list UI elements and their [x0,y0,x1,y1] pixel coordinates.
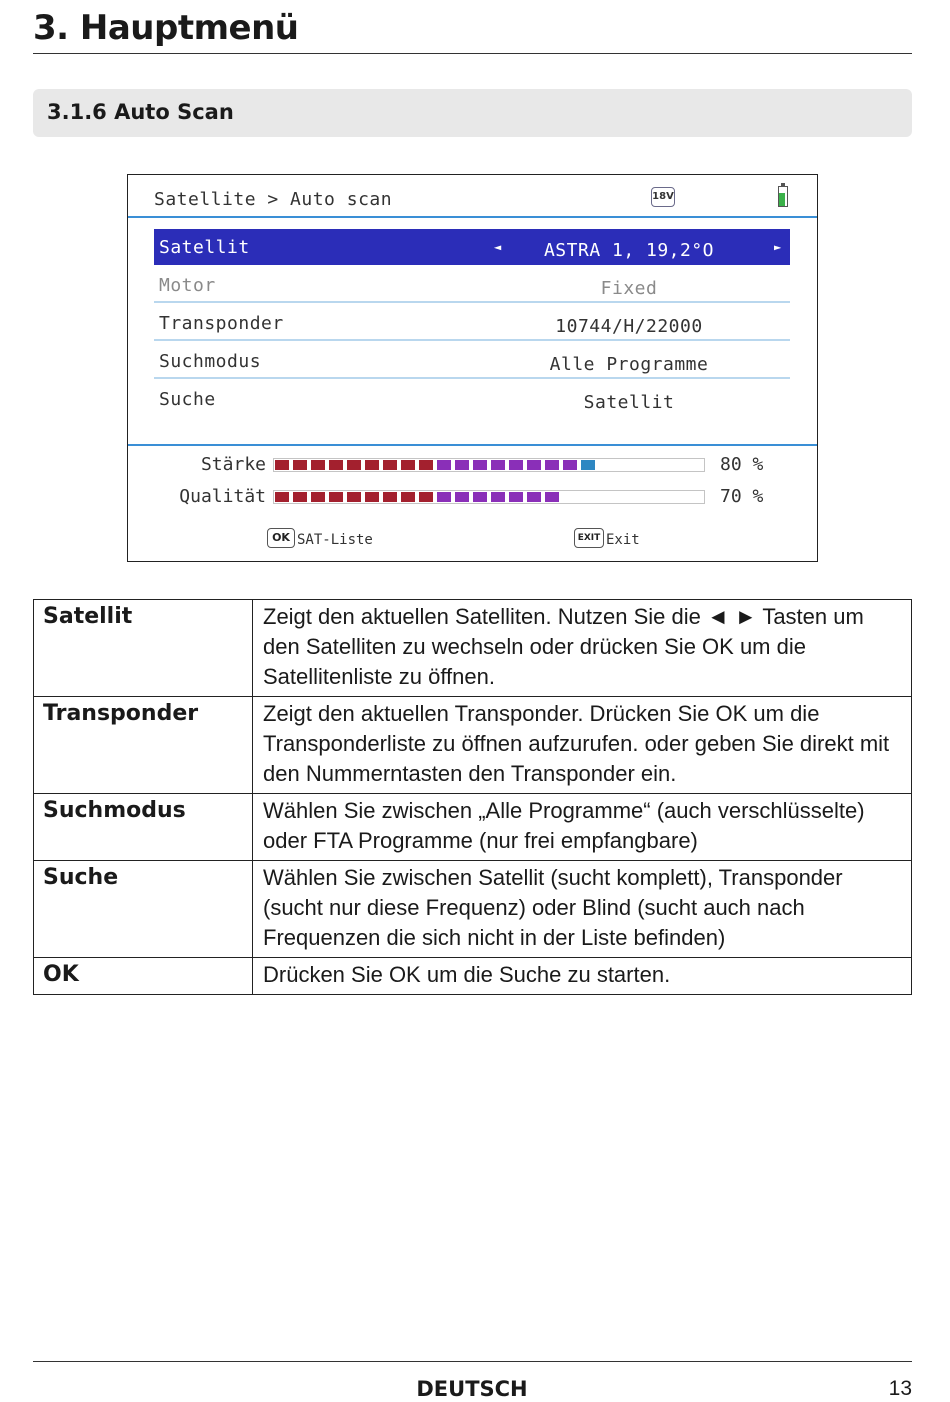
meter-segment [563,460,577,470]
meter-segment [419,492,433,502]
meter-segment [275,460,289,470]
section-title: 3.1.6 Auto Scan [47,100,234,124]
term: Suche [34,861,253,958]
meter-segment [455,460,469,470]
menu-row-suchmodus[interactable] [154,343,790,379]
meter-segment [383,492,397,502]
meter-segment [293,492,307,502]
meter-segment [329,492,343,502]
meter-segment [311,492,325,502]
definition: Drücken Sie OK um die Suche zu starten. [253,958,912,995]
definition: Wählen Sie zwischen Satellit (sucht komplett), Transponder (sucht nur diese Frequenz) oder Blind (sucht auch nach Frequenzen die sich nicht in der Liste befinden) [253,861,912,958]
ok-key-icon: OK [267,528,295,548]
meter-segment [401,460,415,470]
meter-segment [365,460,379,470]
menu-value: Alle Programme [549,354,709,375]
table-row [34,600,912,697]
meter-segment [347,460,361,470]
menu-value: ASTRA 1, 19,2°O [543,240,715,261]
term: Suchmodus [34,794,253,861]
lnb-voltage-badge: 18V [651,187,675,207]
battery-icon [778,183,788,207]
screen-title: Satellite > Auto scan [154,189,393,210]
definition: Wählen Sie zwischen „Alle Programme“ (auch verschlüsselte) oder FTA Programme (nur frei empfangbare) [253,794,912,861]
meter-segment [509,492,523,502]
table-row [34,794,912,861]
meter-segment [419,460,433,470]
meter-segment [581,460,595,470]
definition: Zeigt den aktuellen Transponder. Drücken Sie OK um die Transponderliste zu öffnen aufzurufen. oder geben Sie direkt mit den Nummerntasten den Transponder ein. [253,697,912,794]
strength-label: Stärke [200,454,266,475]
meter-segment [401,492,415,502]
menu-label: Suchmodus [159,351,262,372]
description-table [33,599,912,995]
footer-divider [33,1361,912,1362]
meter-segment [473,460,487,470]
arrow-left-icon[interactable]: ◄ [494,240,502,254]
quality-value: 70 % [720,486,764,507]
receiver-screen [127,174,818,562]
header-divider [128,216,817,218]
exit-key-icon: EXIT [574,528,604,548]
meter-segment [527,492,541,502]
menu-value: 10744/H/22000 [555,316,703,337]
meter-segment [473,492,487,502]
term: OK [34,958,253,995]
menu-label: Suche [159,389,216,410]
meter-segment [329,460,343,470]
definition: Zeigt den aktuellen Satelliten. Nutzen Sie die ◄ ► Tasten um den Satelliten zu wechseln oder drücken Sie OK um die Satellitenliste zu öffnen. [253,600,912,697]
table-row [34,958,912,995]
menu-row-transponder[interactable] [154,305,790,341]
menu-value: Fixed [600,278,658,299]
strength-value: 80 % [720,454,764,475]
meter-segment [491,492,505,502]
meter-segment [455,492,469,502]
section-header [33,89,912,137]
table-row [34,697,912,794]
meter-segment [383,460,397,470]
menu-row-satellit[interactable] [154,229,790,265]
meter-segment [545,460,559,470]
meter-segment [365,492,379,502]
meter-segment [437,492,451,502]
sat-list-hint: SAT-Liste [297,532,373,548]
menu-label: Satellit [159,237,250,258]
meter-segment [311,460,325,470]
footer-language: DEUTSCH [416,1377,528,1401]
chapter-title: 3. Hauptmenü [33,8,299,48]
meter-segment [347,492,361,502]
menu-row-motor[interactable] [154,267,790,303]
meter-segment [491,460,505,470]
menu-row-suche[interactable] [154,381,790,417]
meter-segment [437,460,451,470]
term: Satellit [34,600,253,697]
meter-segment [545,492,559,502]
menu-label: Transponder [159,313,284,334]
menu-label: Motor [159,275,216,296]
meter-segment [527,460,541,470]
arrow-right-icon[interactable]: ► [774,240,782,254]
quality-meter [273,490,705,504]
chapter-divider [33,53,912,54]
page-number: 13 [888,1377,912,1400]
quality-label: Qualität [179,486,266,507]
exit-hint: Exit [606,532,640,548]
meter-segment [275,492,289,502]
panel-divider [128,444,817,446]
meter-segment [509,460,523,470]
meter-segment [293,460,307,470]
menu-value: Satellit [583,392,675,413]
strength-meter [273,458,705,472]
table-row [34,861,912,958]
term: Transponder [34,697,253,794]
